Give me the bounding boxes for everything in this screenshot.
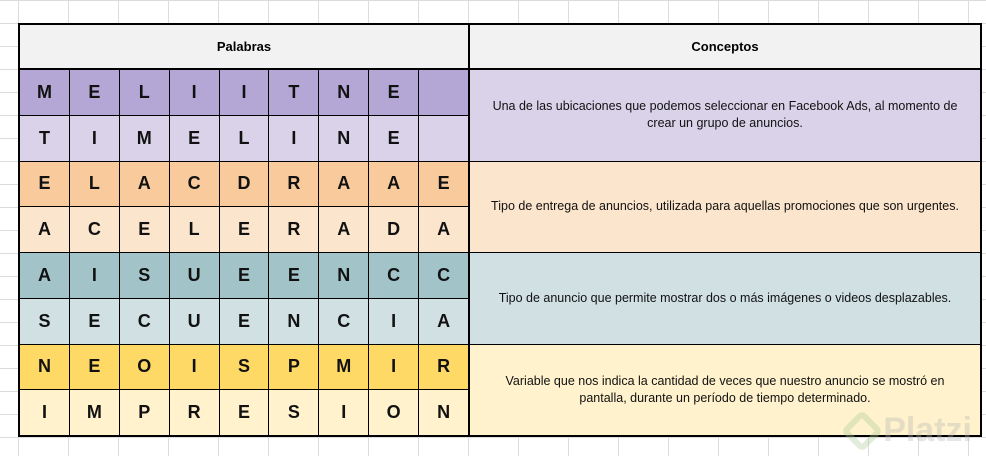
letter-cell[interactable]: L <box>170 207 220 252</box>
letter-cell[interactable] <box>419 70 468 115</box>
letter-cell[interactable]: N <box>319 253 369 298</box>
letter-cell[interactable]: E <box>220 299 270 344</box>
word-rows <box>20 70 468 435</box>
watermark-text: Platzi <box>883 411 972 449</box>
letter-cell[interactable]: C <box>170 162 220 207</box>
concept-cell[interactable]: Tipo de anuncio que permite mostrar dos o más imágenes o videos desplazables. <box>470 253 980 345</box>
letter-cell[interactable]: I <box>369 345 419 390</box>
words-column <box>20 25 470 435</box>
letter-cell[interactable]: C <box>120 299 170 344</box>
letter-cell[interactable]: E <box>369 116 419 161</box>
letter-cell[interactable]: A <box>20 253 70 298</box>
letter-cell[interactable]: A <box>319 162 369 207</box>
scrambled-word-row <box>20 70 468 116</box>
letter-cell[interactable]: N <box>269 299 319 344</box>
letter-cell[interactable]: O <box>120 345 170 390</box>
letter-cell[interactable]: E <box>120 207 170 252</box>
letter-cell[interactable]: I <box>170 345 220 390</box>
letter-cell[interactable]: E <box>170 116 220 161</box>
scrambled-word-row <box>20 345 468 391</box>
letter-cell[interactable]: I <box>70 253 120 298</box>
letter-cell[interactable]: L <box>120 70 170 115</box>
letter-cell[interactable]: C <box>369 253 419 298</box>
letter-cell[interactable]: C <box>319 299 369 344</box>
concept-cell[interactable]: Tipo de entrega de anuncios, utilizada para aquellas promociones que son urgentes. <box>470 162 980 254</box>
letter-cell[interactable]: E <box>220 390 270 435</box>
letter-cell[interactable]: E <box>419 162 468 207</box>
letter-cell[interactable]: E <box>70 345 120 390</box>
letter-cell[interactable]: S <box>269 390 319 435</box>
letter-cell[interactable]: E <box>70 299 120 344</box>
letter-cell[interactable]: S <box>220 345 270 390</box>
letter-cell[interactable]: A <box>20 207 70 252</box>
letter-cell[interactable]: O <box>369 390 419 435</box>
concept-rows <box>470 70 980 435</box>
letter-cell[interactable]: I <box>70 116 120 161</box>
letter-cell[interactable]: E <box>220 253 270 298</box>
letter-cell[interactable]: R <box>170 390 220 435</box>
letter-cell[interactable]: R <box>269 207 319 252</box>
letter-cell[interactable]: A <box>120 162 170 207</box>
letter-cell[interactable]: E <box>70 70 120 115</box>
letter-cell[interactable]: S <box>120 253 170 298</box>
answer-word-row <box>20 116 468 162</box>
letter-cell[interactable] <box>419 116 468 161</box>
letter-cell[interactable]: M <box>120 116 170 161</box>
letter-cell[interactable]: R <box>269 162 319 207</box>
letter-cell[interactable]: S <box>20 299 70 344</box>
letter-cell[interactable]: N <box>419 390 468 435</box>
concepts-column <box>470 25 980 435</box>
letter-cell[interactable]: L <box>220 116 270 161</box>
scrambled-word-row <box>20 162 468 208</box>
letter-cell[interactable]: C <box>419 253 468 298</box>
letter-cell[interactable]: T <box>20 116 70 161</box>
letter-cell[interactable]: I <box>220 70 270 115</box>
letter-cell[interactable]: A <box>319 207 369 252</box>
letter-cell[interactable]: I <box>170 70 220 115</box>
letter-cell[interactable]: D <box>220 162 270 207</box>
scrambled-word-row <box>20 253 468 299</box>
letter-cell[interactable]: L <box>70 162 120 207</box>
letter-cell[interactable]: N <box>319 116 369 161</box>
letter-cell[interactable]: P <box>269 345 319 390</box>
letter-cell[interactable]: A <box>419 207 468 252</box>
letter-cell[interactable]: E <box>20 162 70 207</box>
letter-cell[interactable]: A <box>419 299 468 344</box>
answer-word-row <box>20 390 468 435</box>
letter-cell[interactable]: N <box>20 345 70 390</box>
word-puzzle-table <box>18 23 982 437</box>
concept-cell[interactable]: Variable que nos indica la cantidad de veces que nuestro anuncio se mostró en pantalla, durante un período de tiempo determinado. <box>470 345 980 436</box>
concept-cell[interactable]: Una de las ubicaciones que podemos seleccionar en Facebook Ads, al momento de crear un grupo de anuncios. <box>470 70 980 162</box>
letter-cell[interactable]: R <box>419 345 468 390</box>
words-header[interactable]: Palabras <box>20 25 468 70</box>
letter-cell[interactable]: N <box>319 70 369 115</box>
letter-cell[interactable]: I <box>319 390 369 435</box>
letter-cell[interactable]: M <box>319 345 369 390</box>
letter-cell[interactable]: I <box>20 390 70 435</box>
letter-cell[interactable]: M <box>20 70 70 115</box>
letter-cell[interactable]: A <box>369 162 419 207</box>
letter-cell[interactable]: C <box>70 207 120 252</box>
letter-cell[interactable]: P <box>120 390 170 435</box>
letter-cell[interactable]: U <box>170 253 220 298</box>
concepts-header[interactable]: Conceptos <box>470 25 980 70</box>
letter-cell[interactable]: E <box>220 207 270 252</box>
letter-cell[interactable]: I <box>369 299 419 344</box>
answer-word-row <box>20 299 468 345</box>
letter-cell[interactable]: U <box>170 299 220 344</box>
answer-word-row <box>20 207 468 253</box>
letter-cell[interactable]: T <box>269 70 319 115</box>
letter-cell[interactable]: E <box>269 253 319 298</box>
letter-cell[interactable]: D <box>369 207 419 252</box>
letter-cell[interactable]: I <box>269 116 319 161</box>
letter-cell[interactable]: E <box>369 70 419 115</box>
letter-cell[interactable]: M <box>70 390 120 435</box>
